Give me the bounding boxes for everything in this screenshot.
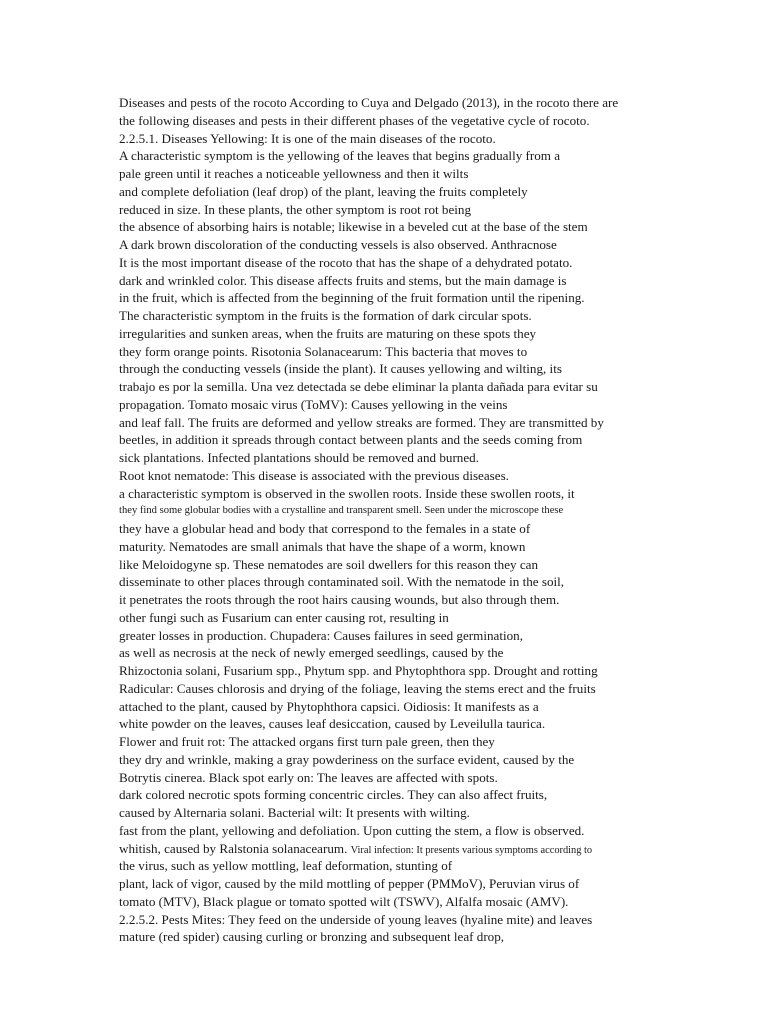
text-line: the virus, such as yellow mottling, leaf deformation, stunting of — [119, 858, 453, 874]
text-line: in the fruit, which is affected from the beginning of the fruit formation until the ripening. — [119, 290, 585, 306]
text-line: they form orange points. Risotonia Solanacearum: This bacteria that moves to — [119, 343, 528, 359]
text-line: caused by Alternaria solani. Bacterial wilt: It presents with wilting. — [119, 805, 470, 820]
text-line: plant, lack of vigor, caused by the mild mottling of pepper (PMMoV), Peruvian virus of — [119, 876, 580, 891]
text-line: The characteristic symptom in the fruits is the formation of dark circular spots. — [119, 308, 532, 323]
text-line: a characteristic symptom is observed in the swollen roots. Inside these swollen roots, it — [119, 485, 575, 501]
text-line: Rhizoctonia solani, Fusarium spp., Phytum spp. and Phytophthora spp. Drought and rotting — [119, 663, 598, 678]
text-line: dark colored necrotic spots forming concentric circles. They can also affect fruits, — [119, 787, 548, 803]
text-line: greater losses in production. Chupadera: Causes failures in seed germination, — [119, 627, 523, 643]
text-line: white powder on the leaves, causes leaf desiccation, caused by Leveilulla taurica. — [119, 716, 546, 732]
text-line: irregularities and sunken areas, when the fruits are maturing on these spots they — [119, 325, 537, 341]
text-line: maturity. Nematodes are small animals that have the shape of a worm, known — [119, 538, 526, 554]
text-line: like Meloidogyne sp. These nematodes are soil dwellers for this reason they can — [119, 556, 539, 572]
text-line: pale green until it reaches a noticeable yellowness and then it wilts — [119, 166, 469, 181]
text-line: 2.2.5.1. Diseases Yellowing: It is one of the main diseases of the rocoto. — [119, 130, 496, 146]
text-line: Diseases and pests of the rocoto According to Cuya and Delgado (2013), in the rocoto there are — [119, 95, 619, 110]
text-line — [119, 840, 679, 858]
text-line: trabajo es por la semilla. Una vez detectada se debe eliminar la planta dañada para evitar su — [119, 379, 598, 394]
text-line: propagation. Tomato mosaic virus (ToMV): Causes yellowing in the veins — [119, 396, 508, 412]
text-line: fast from the plant, yellowing and defoliation. Upon cutting the stem, a flow is observed. — [119, 822, 585, 838]
text-line: Root knot nematode: This disease is associated with the previous diseases. — [119, 467, 509, 483]
text-line: it penetrates the roots through the root hairs causing wounds, but also through them. — [119, 592, 560, 607]
text-line: tomato (MTV), Black plague or tomato spotted wilt (TSWV), Alfalfa mosaic (AMV). — [119, 893, 569, 909]
text-segment-small: Viral infection: It presents various symptoms according to — [350, 844, 593, 856]
text-line: dark and wrinkled color. This disease affects fruits and stems, but the main damage is — [119, 272, 567, 288]
text-line: reduced in size. In these plants, the other symptom is root rot being — [119, 201, 471, 217]
text-line: and complete defoliation (leaf drop) of the plant, leaving the fruits completely — [119, 183, 528, 199]
text-line: 2.2.5.2. Pests Mites: They feed on the underside of young leaves (hyaline mite) and leaves — [119, 911, 593, 927]
text-line: sick plantations. Infected plantations should be removed and burned. — [119, 450, 479, 465]
text-line: the absence of absorbing hairs is notable; likewise in a beveled cut at the base of the stem — [119, 219, 588, 235]
text-line: beetles, in addition it spreads through contact between plants and the seeds coming from — [119, 432, 583, 448]
text-segment: whitish, caused by Ralstonia solanacearum. — [119, 840, 348, 856]
text-line: they find some globular bodies with a crystalline and transparent smell. Seen under the microscope these — [119, 505, 564, 517]
text-line: disseminate to other places through contaminated soil. With the nematode in the soil, — [119, 574, 565, 590]
text-line: through the conducting vessels (inside the plant). It causes yellowing and wilting, its — [119, 361, 562, 377]
text-line: It is the most important disease of the rocoto that has the shape of a dehydrated potato. — [119, 254, 573, 270]
text-line: A dark brown discoloration of the conducting vessels is also observed. Anthracnose — [119, 237, 557, 252]
text-line: they have a globular head and body that correspond to the females in a state of — [119, 521, 531, 536]
text-line: other fungi such as Fusarium can enter causing rot, resulting in — [119, 609, 449, 625]
text-line: Radicular: Causes chlorosis and drying of the foliage, leaving the stems erect and the fruits — [119, 680, 596, 696]
text-line: the following diseases and pests in their different phases of the vegetative cycle of rocoto. — [119, 112, 590, 128]
text-line: A characteristic symptom is the yellowing of the leaves that begins gradually from a — [119, 148, 561, 164]
text-line: Botrytis cinerea. Black spot early on: The leaves are affected with spots. — [119, 769, 498, 785]
text-line: they dry and wrinkle, making a gray powderiness on the surface evident, caused by the — [119, 751, 575, 767]
text-line: mature (red spider) causing curling or bronzing and subsequent leaf drop, — [119, 929, 505, 945]
text-line: and leaf fall. The fruits are deformed and yellow streaks are formed. They are transmitted by — [119, 414, 604, 430]
text-line: Flower and fruit rot: The attacked organs first turn pale green, then they — [119, 734, 495, 749]
text-line: as well as necrosis at the neck of newly emerged seedlings, caused by the — [119, 645, 504, 661]
document-body — [119, 94, 679, 946]
text-line: attached to the plant, caused by Phytophthora capsici. Oidiosis: It manifests as a — [119, 698, 539, 714]
